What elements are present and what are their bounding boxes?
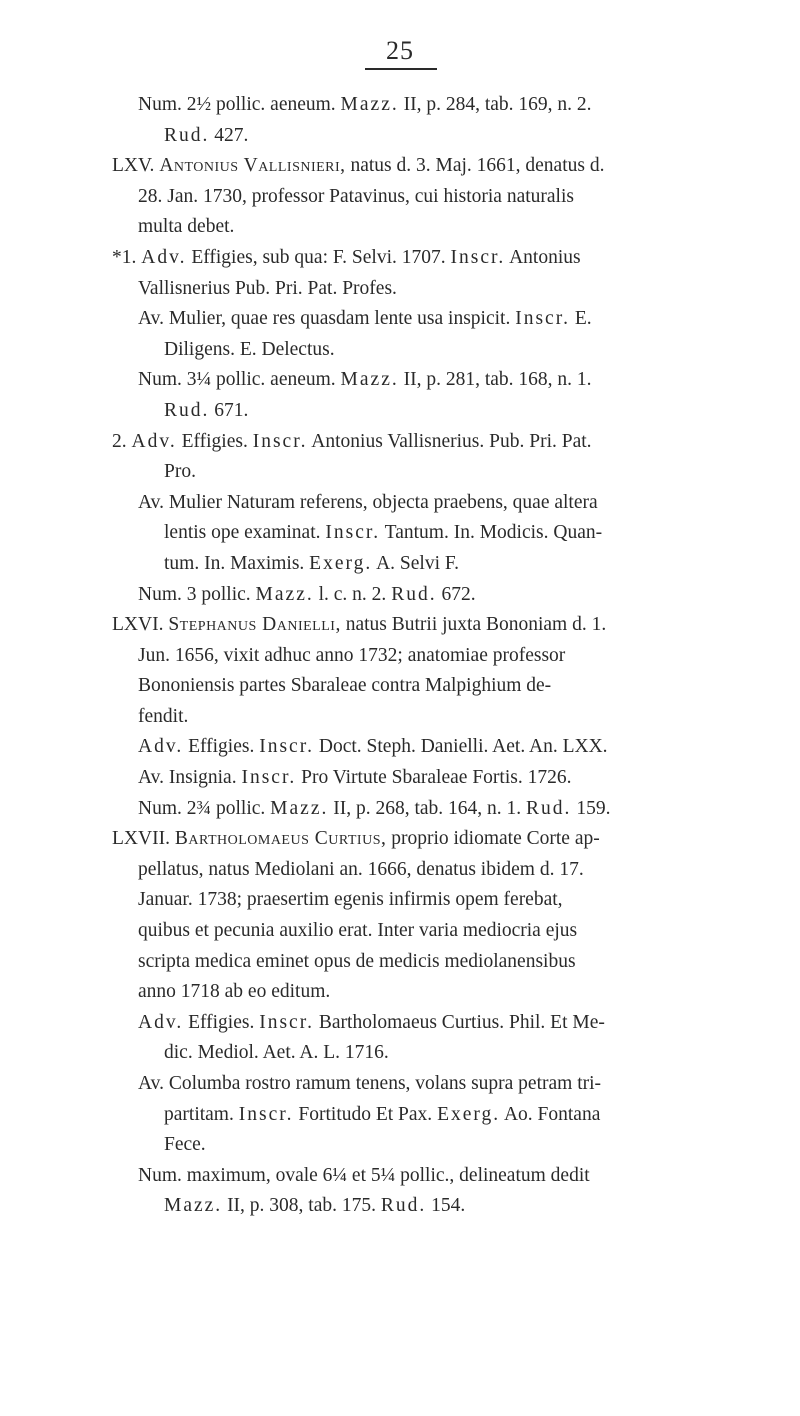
spaced-term: Adv. <box>138 736 184 758</box>
text-line <box>112 243 712 274</box>
text-run: anno 1718 ab eo editum. <box>138 981 331 1003</box>
text-run: Pro. <box>164 461 196 483</box>
spaced-term: Rud. <box>164 399 210 421</box>
text-run: Av. Mulier Naturam referens, objecta praebens, quae altera <box>138 491 598 513</box>
text-line <box>112 182 712 213</box>
text-line <box>112 1069 712 1100</box>
text-run: dic. Mediol. Aet. A. L. 1716. <box>164 1042 389 1064</box>
text-run: Pro Virtute Sbaraleae Fortis. 1726. <box>296 767 572 789</box>
spaced-term: Mazz. <box>255 583 314 605</box>
text-run: LXV. <box>112 155 160 177</box>
text-run: Doct. Steph. Danielli. Aet. An. LXX. <box>314 736 608 758</box>
text-run: 159. <box>571 797 611 819</box>
spaced-term: Inscr. <box>450 246 506 268</box>
text-line <box>112 304 712 335</box>
text-run: E. <box>569 308 592 330</box>
spaced-term: Inscr. <box>259 736 314 758</box>
text-run: fendit. <box>138 705 189 727</box>
text-line <box>112 549 712 580</box>
text-run: A. Selvi F. <box>372 552 460 574</box>
text-line <box>112 947 712 978</box>
text-line <box>112 151 712 182</box>
spaced-term: Rud. <box>526 797 572 819</box>
text-line <box>112 732 712 763</box>
text-run: proprio idiomate Corte ap- <box>386 828 600 850</box>
text-line <box>112 212 712 243</box>
text-run: Effigies, sub qua: F. Selvi. 1707. <box>186 246 451 268</box>
text-line <box>112 1100 712 1131</box>
text-run: tum. In. Maximis. <box>164 552 310 574</box>
text-run: Num. maximum, ovale 6¼ et 5¼ pollic., delineatum dedit <box>138 1164 590 1186</box>
text-run: Num. 3¼ pollic. aeneum. <box>138 369 341 391</box>
text-line <box>112 1161 712 1192</box>
text-run: Effigies. <box>183 736 260 758</box>
text-run: Num. 2¾ pollic. <box>138 797 271 819</box>
spaced-term: Rud. <box>391 583 437 605</box>
text-line <box>112 977 712 1008</box>
spaced-term: Mazz. <box>340 369 399 391</box>
text-line <box>112 763 712 794</box>
person-name: Bartholomaeus Curtius, <box>174 828 387 850</box>
text-run: Januar. 1738; praesertim egenis infirmis opem ferebat, <box>138 889 563 911</box>
text-run: Fece. <box>164 1134 206 1156</box>
text-run: 28. Jan. 1730, professor Patavinus, cui historia naturalis <box>138 185 574 207</box>
text-run: Effigies. <box>183 1011 260 1033</box>
text-run: partitam. <box>164 1103 239 1125</box>
text-line <box>112 1191 712 1222</box>
text-run: II, p. 268, tab. 164, n. 1. <box>328 797 527 819</box>
text-run: Num. 2½ pollic. aeneum. <box>138 94 341 115</box>
text-line <box>112 274 712 305</box>
text-run: pellatus, natus Mediolani an. 1666, denatus ibidem d. 17. <box>138 858 584 880</box>
text-line <box>112 855 712 886</box>
text-run: Av. Columba rostro ramum tenens, volans supra petram tri- <box>138 1073 602 1094</box>
text-line <box>112 641 712 672</box>
text-run: multa debet. <box>138 216 235 238</box>
text-line <box>112 824 712 855</box>
spaced-term: Inscr. <box>238 1103 294 1125</box>
text-line <box>112 488 712 519</box>
text-line <box>112 702 712 733</box>
text-line <box>112 671 712 702</box>
text-run: *1. <box>112 246 142 268</box>
spaced-term: Mazz. <box>340 94 399 115</box>
text-line <box>112 885 712 916</box>
text-line <box>112 121 712 152</box>
text-run: 154. <box>426 1195 466 1217</box>
text-line <box>112 916 712 947</box>
text-run: Tantum. In. Modicis. Quan- <box>380 522 603 544</box>
text-run: Vallisnerius Pub. Pri. Pat. Profes. <box>138 277 397 299</box>
text-run: 672. <box>436 583 476 605</box>
text-run: Fortitudo Et Pax. <box>293 1103 438 1125</box>
person-name: Antonius Vallisnieri, <box>159 155 346 177</box>
text-run: Effigies. <box>176 430 253 452</box>
text-line <box>112 580 712 611</box>
text-run: quibus et pecunia auxilio erat. Inter varia mediocria ejus <box>138 920 578 942</box>
text-line <box>112 794 712 825</box>
page-number: 25 <box>386 36 414 65</box>
spaced-term: Rud. <box>380 1195 427 1217</box>
text-line <box>112 90 712 121</box>
text-run: Bononiensis partes Sbaraleae contra Malpighium de- <box>138 675 552 697</box>
spaced-term: Inscr. <box>252 430 308 452</box>
page-number-rule <box>365 68 437 70</box>
text-run: Ao. Fontana <box>500 1103 601 1125</box>
spaced-term: Adv. <box>141 246 187 268</box>
text-run: Bartholomaeus Curtius. Phil. Et Me- <box>314 1011 605 1033</box>
text-run: scripta medica eminet opus de medicis mediolanensibus <box>138 950 576 972</box>
text-line <box>112 335 712 366</box>
text-run: Num. 3 pollic. <box>138 583 256 605</box>
text-run: II, p. 284, tab. 169, n. 2. <box>398 94 592 115</box>
spaced-term: Inscr. <box>515 308 570 330</box>
catalogue-text <box>112 90 712 1222</box>
text-line <box>112 1038 712 1069</box>
spaced-term: Exerg. <box>309 552 373 574</box>
spaced-term: Exerg. <box>437 1103 501 1125</box>
text-run: Antonius <box>505 246 581 268</box>
text-run: LXVI. <box>112 614 169 636</box>
text-run: Av. Insignia. <box>138 767 242 789</box>
spaced-term: Mazz. <box>270 797 329 819</box>
spaced-term: Rud. <box>164 124 210 146</box>
spaced-term: Inscr. <box>241 767 297 789</box>
text-run: 671. <box>209 399 249 421</box>
text-run: 427. <box>209 124 249 146</box>
text-line <box>112 518 712 549</box>
spaced-term: Adv. <box>131 430 177 452</box>
text-run: II, p. 308, tab. 175. <box>222 1195 381 1217</box>
spaced-term: Inscr. <box>259 1011 314 1033</box>
text-line <box>112 1008 712 1039</box>
text-run: Av. Mulier, quae res quasdam lente usa inspicit. <box>138 308 516 330</box>
text-line <box>112 457 712 488</box>
text-run: natus d. 3. Maj. 1661, denatus d. <box>345 155 605 177</box>
text-run: 2. <box>112 430 132 452</box>
text-run: natus Butrii juxta Bononiam d. 1. <box>340 614 607 636</box>
spaced-term: Adv. <box>138 1011 184 1033</box>
spaced-term: Mazz. <box>164 1195 223 1217</box>
text-run: Jun. 1656, vixit adhuc anno 1732; anatomiae professor <box>138 644 566 666</box>
text-run: Diligens. E. Delectus. <box>164 338 335 360</box>
text-run: lentis ope examinat. <box>164 522 326 544</box>
text-run: Antonius Vallisnerius. Pub. Pri. Pat. <box>307 430 592 452</box>
text-line <box>112 610 712 641</box>
person-name: Stephanus Danielli, <box>168 614 341 636</box>
text-run: II, p. 281, tab. 168, n. 1. <box>398 369 592 391</box>
text-line <box>112 365 712 396</box>
text-line <box>112 427 712 458</box>
text-line <box>112 1130 712 1161</box>
text-run: l. c. n. 2. <box>313 583 392 605</box>
text-run: LXVII. <box>112 828 175 850</box>
text-line <box>112 396 712 427</box>
spaced-term: Inscr. <box>325 522 381 544</box>
